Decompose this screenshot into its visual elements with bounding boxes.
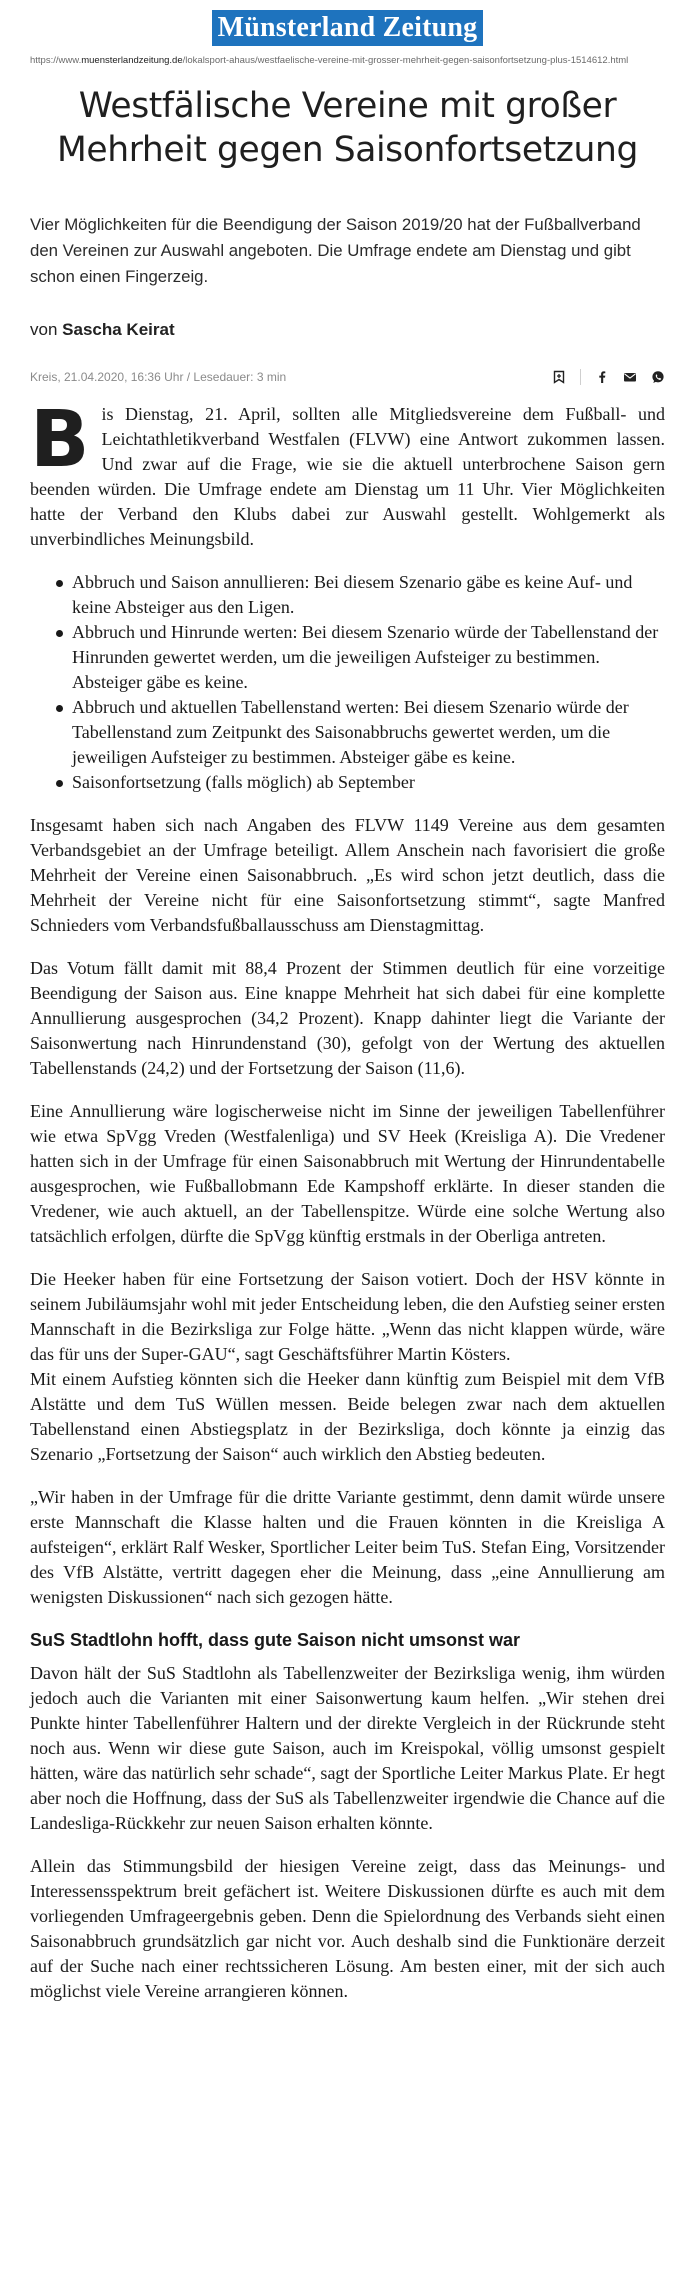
tools-divider <box>580 369 581 385</box>
masthead <box>30 0 665 50</box>
paragraph-intro-text: is Dienstag, 21. April, sollten alle Mitgliedsvereine dem Fußball- und Leichtathletikverband Westfalen (FLVW) eine Antwort zukommen lassen. Und zwar auf die Frage, wie sie die aktuell unterbrochene Saison gern beenden würden. Die Umfrage endete am Dienstag um 11 Uhr. Vier Möglichkeiten hatte der Verband den Klubs dabei zur Auswahl gestellt. Wohlgemerkt als unverbindliches Meinungsbild. <box>30 404 665 549</box>
share-tools <box>552 369 665 385</box>
list-item: Abbruch und Hinrunde werten: Bei diesem Szenario würde der Tabellenstand der Hinrunden gewertet werden, um die jeweiligen Aufsteiger zu bestimmen. Absteiger gäbe es keine. <box>56 620 665 695</box>
author-name[interactable]: Sascha Keirat <box>62 320 175 339</box>
paragraph: Insgesamt haben sich nach Angaben des FLVW 1149 Vereine aus dem gesamten Verbandsgebiet an der Umfrage beteiligt. Allem Anschein nach favorisiert die große Mehrheit der Vereine einen Saisonabbruch. „Es wird schon jetzt deutlich, dass die Mehrheit der Vereine nicht für eine Saisonfortsetzung stimmt“, sagte Manfred Schnieders vom Verbandsfußballausschuss am Dienstagmittag. <box>30 815 665 935</box>
whatsapp-icon[interactable] <box>651 370 665 384</box>
mail-icon[interactable] <box>623 370 637 384</box>
paragraph: Allein das Stimmungsbild der hiesigen Vereine zeigt, dass das Meinungs- und Interessensspektrum breit gefächert ist. Weitere Diskussionen dürfte es auch mit dem vorliegenden Umfrageergebnis geben. Denn die Spielordnung des Verbands sieht einen Saisonabbruch grundsätzlich gar nicht vor. Auch deshalb sind die Funktionäre derzeit auf der Suche nach einer rechtssicheren Lösung. Am besten einer, mit der sich auch möglichst viele Vereine arrangieren können. <box>30 1856 665 2001</box>
list-item: Abbruch und Saison annullieren: Bei diesem Szenario gäbe es keine Auf- und keine Absteiger aus den Ligen. <box>56 570 665 620</box>
section-subheading: SuS Stadtlohn hofft, dass gute Saison nicht umsonst war <box>30 1630 521 1650</box>
byline-prefix: von <box>30 320 58 339</box>
site-logo[interactable]: Münsterland Zeitung <box>212 10 484 46</box>
drop-cap: B <box>30 395 90 485</box>
article-meta-row <box>30 366 665 388</box>
paragraph: Das Votum fällt damit mit 88,4 Prozent der Stimmen deutlich für eine vorzeitige Beendigung der Saison aus. Eine knappe Mehrheit hat sich dabei für eine komplette Annullierung ausgesprochen (34,2 Prozent). Knapp dahinter liegt die Variante der Saisonwertung nach Hinrundenstand (30), gefolgt von der Wertung des aktuellen Tabellenstands (24,2) und der Fortsetzung der Saison (11,6). <box>30 958 665 1078</box>
article-meta: Kreis, 21.04.2020, 16:36 Uhr / Lesedauer: 3 min <box>30 370 287 384</box>
byline <box>30 320 665 340</box>
facebook-icon[interactable] <box>595 370 609 384</box>
paragraph-intro <box>30 395 665 552</box>
list-item: Saisonfortsetzung (falls möglich) ab September <box>56 770 665 795</box>
url-prefix: https://www. <box>30 55 82 66</box>
url-path: /lokalsport-ahaus/westfaelische-vereine-mit-grosser-mehrheit-gegen-saisonfortsetzung-plus-1514612.html <box>182 55 629 66</box>
paragraph: Mit einem Aufstieg könnten sich die Heeker dann künftig zum Beispiel mit dem VfB Alstätte und dem TuS Wüllen messen. Beide belegen zwar nach dem aktuellen Tabellenstand einen Abstiegsplatz in der Bezirksliga, doch könnte ja einzig das Szenario „Fortsetzung der Saison“ auch wirklich den Abstieg bedeuten. <box>30 1369 665 1464</box>
paragraph: Eine Annullierung wäre logischerweise nicht im Sinne der jeweiligen Tabellenführer wie etwa SpVgg Vreden (Westfalenliga) und SV Heek (Kreisliga A). Die Vredener hatten sich in der Umfrage für einen Saisonabbruch mit Wertung der Hinrundentabelle ausgesprochen, wie Fußballobmann Ede Kampshoff erklärte. In dieser standen die Vredener, wie auch aktuell, an der Tabellenspitze. Würde eine solche Wertung also tatsächlich erfolgen, dürfte die SpVgg künftig erstmals in der Oberliga antreten. <box>30 1101 665 1246</box>
paragraph: „Wir haben in der Umfrage für die dritte Variante gestimmt, denn damit würde unsere erste Mannschaft die Klasse halten und die Frauen könnten in die Kreisliga A aufsteigen“, erklärt Ralf Wesker, Sportlicher Leiter beim TuS. Stefan Eing, Vorsitzender des VfB Alstätte, vertritt dagegen eher die Meinung, dass „eine Annullierung am wenigsten Diskussionen“ nach sich gezogen hätte. <box>30 1487 665 1607</box>
article-body <box>30 395 665 2004</box>
survey-options-list <box>56 570 665 795</box>
url-domain: muensterlandzeitung.de <box>81 55 183 66</box>
bookmark-icon[interactable] <box>552 370 566 384</box>
article-lead: Vier Möglichkeiten für die Beendigung der Saison 2019/20 hat der Fußballverband den Vereinen zur Auswahl angeboten. Die Umfrage endete am Dienstag und gibt schon einen Fingerzeig. <box>30 215 641 286</box>
paragraph: Davon hält der SuS Stadtlohn als Tabellenzweiter der Bezirksliga wenig, ihm würden jedoch auch die Varianten mit einer Saisonwertung kaum helfen. „Wir stehen drei Punkte hinter Tabellenführer Haltern und der direkte Vergleich in der Rückrunde steht noch aus. Wenn wir diese gute Saison, auch im Kreispokal, völlig umsonst gespielt hätten, wäre das natürlich sehr schade“, sagt der Sportliche Leiter Markus Plate. Er hegt aber noch die Hoffnung, dass der SuS als Tabellenzweiter irgendwie die Chance auf die Landesliga-Rückkehr zur neuen Saison erhalten könnte. <box>30 1663 665 1833</box>
list-item: Abbruch und aktuellen Tabellenstand werten: Bei diesem Szenario würde der Tabellenstand zum Zeitpunkt des Saisonabbruchs gewertet werden, um die jeweiligen Aufsteiger zu bestimmen. Absteiger gäbe es keine. <box>56 695 665 770</box>
paragraph: Die Heeker haben für eine Fortsetzung der Saison votiert. Doch der HSV könnte in seinem Jubiläumsjahr wohl mit jeder Entscheidung leben, die den Aufstieg seiner ersten Mannschaft in die Bezirksliga zur Folge hätte. „Wenn das nicht klappen würde, wäre das für uns der Super-GAU“, sagt Geschäftsführer Martin Kösters. <box>30 1269 665 1364</box>
page-url <box>30 54 665 68</box>
article-title: Westfälische Vereine mit großer Mehrheit gegen Saisonfortsetzung <box>57 86 638 170</box>
